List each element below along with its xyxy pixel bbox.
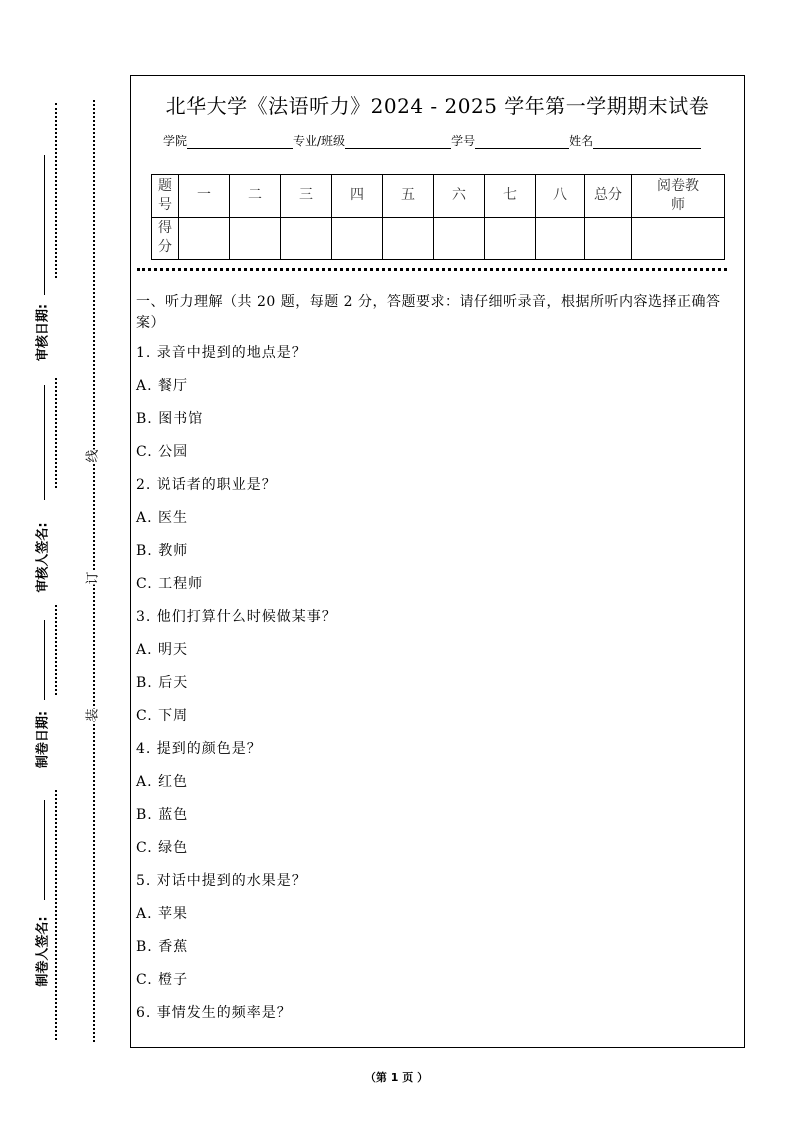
paper-maker-signature-label: 制卷人签名:	[32, 912, 51, 992]
question-text: 5. 对话中提到的水果是？	[136, 873, 307, 889]
answer-option[interactable]: C. 下周	[136, 708, 189, 724]
score-row-label: 得分	[152, 217, 179, 260]
score-cell[interactable]	[230, 217, 281, 260]
score-cell[interactable]	[434, 217, 485, 260]
answer-option[interactable]: C. 绿色	[136, 840, 189, 856]
score-table-header-row	[152, 175, 725, 218]
score-cell[interactable]	[281, 217, 332, 260]
question-text: 2. 说话者的职业是？	[136, 477, 277, 493]
binding-mark-line: 线	[85, 449, 101, 463]
question-list	[136, 343, 736, 1024]
answer-option[interactable]: B. 图书馆	[136, 411, 204, 427]
page-number: （第 1 页 ）	[364, 1071, 429, 1084]
major-class-label: 专业/班级	[293, 134, 346, 148]
paper-date-label: 制卷日期:	[32, 705, 51, 775]
answer-option[interactable]: B. 教师	[136, 543, 189, 559]
score-table-score-row	[152, 217, 725, 260]
score-table	[151, 174, 725, 260]
paper-date-line	[44, 620, 45, 700]
answer-option[interactable]: A. 医生	[136, 510, 189, 526]
review-date-label: 审核日期:	[32, 298, 51, 368]
reviewer-signature-line	[44, 385, 45, 500]
answer-option[interactable]: A. 红色	[136, 774, 189, 790]
score-col-3: 三	[281, 175, 332, 218]
name-field[interactable]	[593, 134, 701, 149]
exam-title: 北华大学《法语听力》2024 - 2025 学年第一学期期末试卷	[165, 94, 710, 118]
score-cell-grader[interactable]	[632, 217, 725, 260]
question-text: 3. 他们打算什么时候做某事？	[136, 609, 337, 625]
answer-option[interactable]: A. 苹果	[136, 906, 189, 922]
score-col-5: 五	[383, 175, 434, 218]
answer-option[interactable]: C. 公园	[136, 444, 189, 460]
score-cell[interactable]	[179, 217, 230, 260]
answer-option[interactable]: C. 橙子	[136, 972, 189, 988]
score-cell-total[interactable]	[585, 217, 632, 260]
student-info-row	[163, 132, 701, 149]
answer-option[interactable]: B. 后天	[136, 675, 189, 691]
score-row-header: 题号	[152, 175, 179, 218]
binding-mark-bind: 订	[85, 571, 101, 585]
answer-option[interactable]: C. 工程师	[136, 576, 204, 592]
score-col-4: 四	[332, 175, 383, 218]
binding-outer-dots-3	[55, 605, 57, 695]
score-col-grader: 阅卷教师	[632, 175, 725, 218]
student-id-field[interactable]	[475, 134, 569, 149]
answer-option[interactable]: B. 香蕉	[136, 939, 189, 955]
binding-outer-dots-1	[55, 103, 57, 278]
score-col-2: 二	[230, 175, 281, 218]
reviewer-signature-label: 审核人签名:	[32, 518, 51, 598]
score-col-6: 六	[434, 175, 485, 218]
score-col-1: 一	[179, 175, 230, 218]
name-label: 姓名	[569, 134, 594, 148]
exam-frame	[130, 75, 745, 1048]
score-col-8: 八	[536, 175, 585, 218]
score-cell[interactable]	[332, 217, 383, 260]
dotted-separator	[137, 268, 727, 271]
score-col-7: 七	[485, 175, 536, 218]
student-id-label: 学号	[451, 134, 476, 148]
major-class-field[interactable]	[345, 134, 451, 149]
answer-option[interactable]: A. 餐厅	[136, 378, 189, 394]
question-text: 1. 录音中提到的地点是？	[136, 345, 307, 361]
answer-option[interactable]: B. 蓝色	[136, 807, 189, 823]
answer-option[interactable]: A. 明天	[136, 642, 189, 658]
binding-outer-dots-4	[55, 790, 57, 1040]
question-section	[136, 292, 736, 1036]
review-date-line	[44, 155, 45, 295]
question-text: 4. 提到的颜色是？	[136, 741, 262, 757]
score-cell[interactable]	[485, 217, 536, 260]
score-cell[interactable]	[383, 217, 434, 260]
binding-mark-pack: 装	[85, 708, 101, 722]
question-text: 6. 事情发生的频率是？	[136, 1005, 292, 1021]
section-heading: 一、听力理解（共 20 题，每题 2 分，答题要求：请仔细听录音，根据所听内容选择正确答案）	[136, 294, 721, 331]
score-col-total: 总分	[585, 175, 632, 218]
binding-outer-dots-2	[55, 378, 57, 488]
college-label: 学院	[163, 134, 188, 148]
college-field[interactable]	[187, 134, 293, 149]
paper-maker-signature-line	[44, 800, 45, 900]
score-cell[interactable]	[536, 217, 585, 260]
